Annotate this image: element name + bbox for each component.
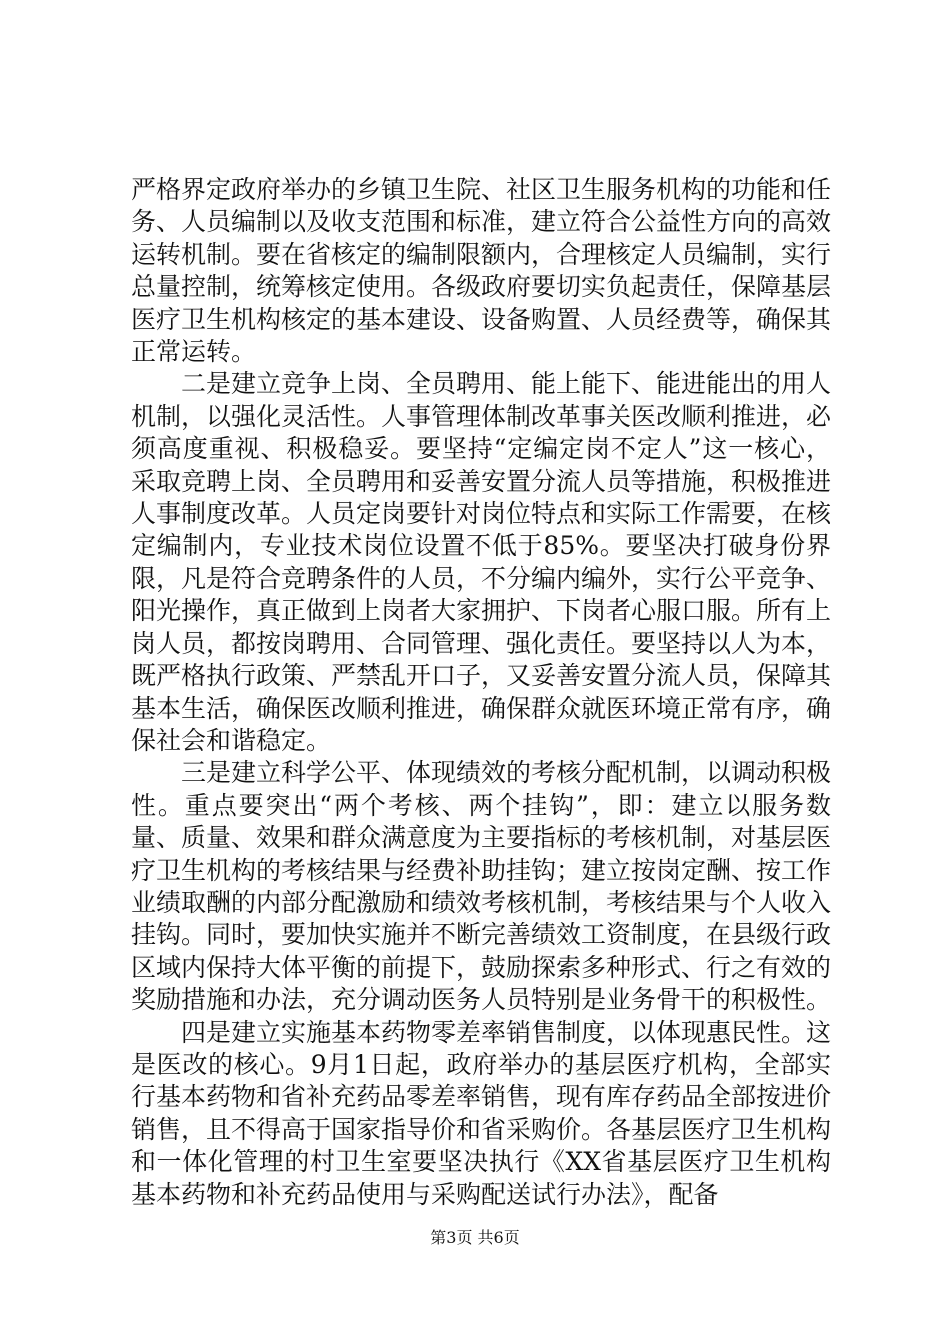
paragraph-4: 四是建立实施基本药物零差率销售制度，以体现惠民性。这是医改的核心。9月1日起，政府举办的基层医疗机构，全部实行基本药物和省补充药品零差率销售，现有库存药品全部按进价销售，且不得高于国家指导价和省采购价。各基层医疗卫生机构和一体化管理的村卫生室要坚决执行《XX省基层医疗卫生机构基本药物和补充药品使用与采购配送试行办法》，配备 [131, 1017, 832, 1209]
page-footer: 第3页 共6页 [430, 1228, 520, 1247]
paragraph-2: 二是建立竞争上岗、全员聘用、能上能下、能进能出的用人机制，以强化灵活性。人事管理体制改革事关医改顺利推进，必须高度重视、积极稳妥。要坚持“定编定岗不定人”这一核心，采取竞聘上岗、全员聘用和妥善安置分流人员等措施，积极推进人事制度改革。人员定岗要针对岗位特点和实际工作需要，在核定编制内，专业技术岗位设置不低于85%。要坚决打破身份界限，凡是符合竞聘条件的人员，不分编内编外，实行公平竞争、阳光操作，真正做到上岗者大家拥护、下岗者心服口服。所有上岗人员，都按岗聘用、合同管理、强化责任。要坚持以人为本，既严格执行政策、严禁乱开口子，又妥善安置分流人员，保障其基本生活，确保医改顺利推进，确保群众就医环境正常有序，确保社会和谐稳定。 [131, 369, 832, 755]
paragraph-3: 三是建立科学公平、体现绩效的考核分配机制，以调动积极性。重点要突出“两个考核、两个挂钩”，即：建立以服务数量、质量、效果和群众满意度为主要指标的考核机制，对基层医疗卫生机构的考核结果与经费补助挂钩；建立按岗定酬、按工作业绩取酬的内部分配激励和绩效考核机制，考核结果与个人收入挂钩。同时，要加快实施并不断完善绩效工资制度，在县级行政区域内保持大体平衡的前提下，鼓励探索多种形式、行之有效的奖励措施和办法，充分调动医务人员特别是业务骨干的积极性。 [131, 758, 832, 1015]
document-body [131, 174, 831, 1211]
paragraph-1: 严格界定政府举办的乡镇卫生院、社区卫生服务机构的功能和任务、人员编制以及收支范围和标准，建立符合公益性方向的高效运转机制。要在省核定的编制限额内，合理核定人员编制，实行总量控制，统筹核定使用。各级政府要切实负起责任，保障基层医疗卫生机构核定的基本建设、设备购置、人员经费等，确保其正常运转。 [131, 175, 832, 367]
